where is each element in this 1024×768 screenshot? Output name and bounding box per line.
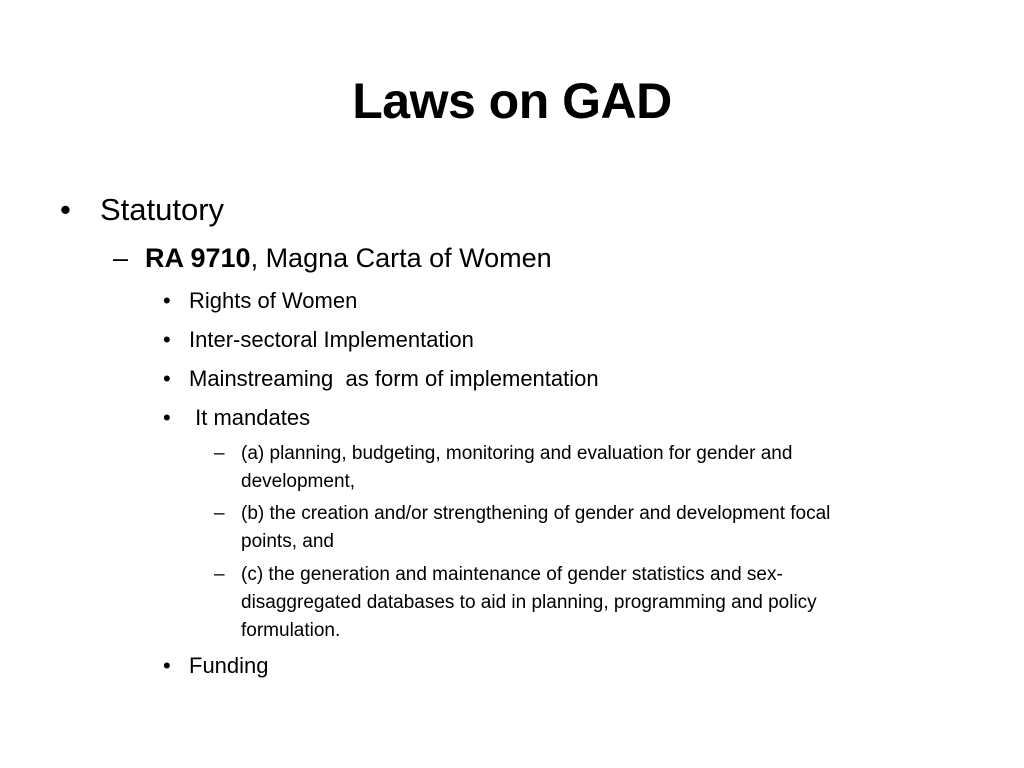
bullet-text: Statutory [100,192,225,227]
dash-icon: – [113,243,129,273]
list-item-text: It mandates [189,405,311,430]
bullet-icon: • [163,653,171,678]
mandate-text-line: disaggregated databases to aid in planning, programming and policy [241,592,817,613]
dash-icon: – [214,443,225,464]
list-item-text: Funding [189,653,269,678]
sub-bullet-text [145,242,552,274]
mandate-text-line: (a) planning, budgeting, monitoring and evaluation for gender and [241,443,793,464]
mandate-text-line: development, [241,471,356,492]
bullet-icon: • [163,366,171,391]
bullet-icon: • [60,192,71,227]
mandate-text-line: points, and [241,531,334,552]
dash-icon: – [214,503,225,524]
dash-icon: – [214,564,225,585]
mandate-text-line: (b) the creation and/or strengthening of gender and development focal [241,503,831,524]
bullet-icon: • [163,405,171,430]
law-number: RA 9710 [145,243,251,273]
slide-title: Laws on GAD [352,73,672,129]
mandate-text-line: (c) the generation and maintenance of gender statistics and sex- [241,564,783,585]
list-item-text: Mainstreaming as form of implementation [189,366,599,391]
bullet-icon: • [163,327,171,352]
mandate-text-line: formulation. [241,620,341,641]
bullet-icon: • [163,288,171,313]
list-item-text: Inter-sectoral Implementation [189,327,474,352]
law-title: , Magna Carta of Women [250,243,552,273]
list-item-text: Rights of Women [189,288,358,313]
